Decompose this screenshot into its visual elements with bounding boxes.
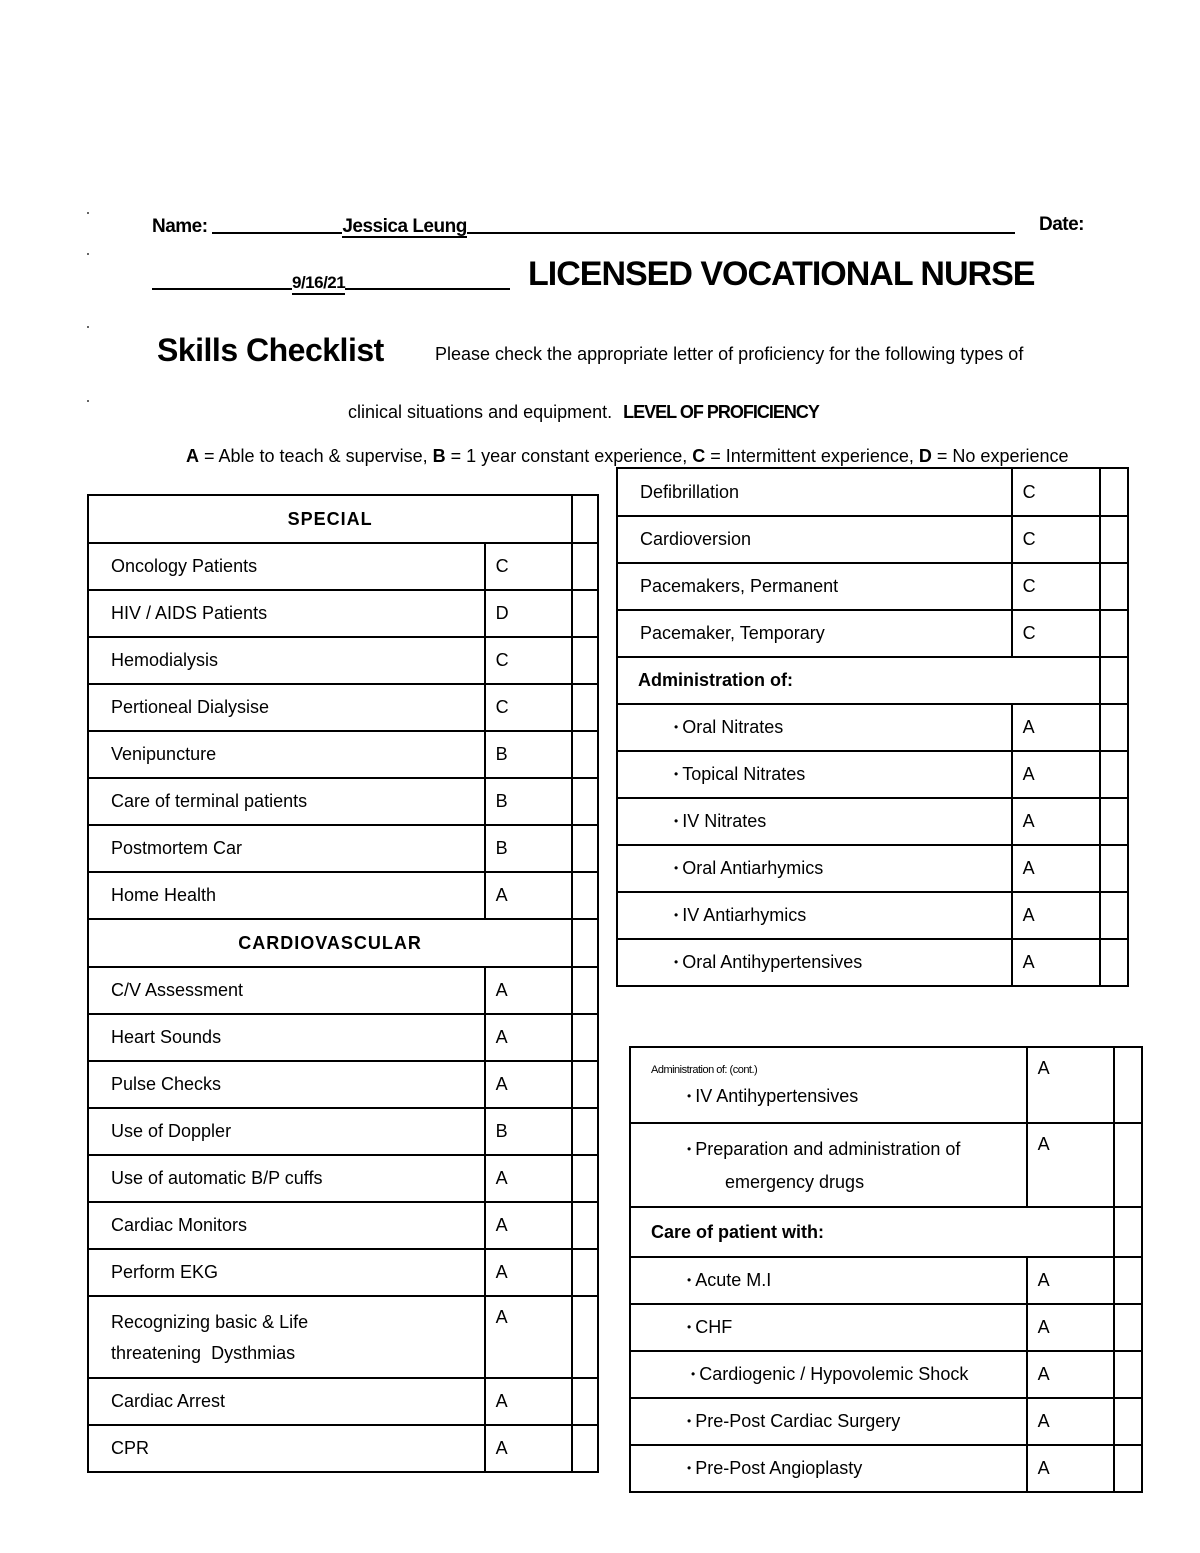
checkbox-cell[interactable] (572, 1014, 598, 1061)
proficiency-level: A (1012, 892, 1101, 939)
instructions-text-2: clinical situations and equipment. (348, 402, 613, 422)
skill-name: Oncology Patients (88, 543, 485, 590)
bullet-icon (687, 1086, 695, 1106)
table-row (630, 1047, 1142, 1123)
page-title: LICENSED VOCATIONAL NURSE (528, 255, 1035, 293)
checkbox-cell[interactable] (1114, 1207, 1142, 1257)
name-line (152, 214, 1084, 238)
margin-dot (87, 400, 89, 402)
right-skills-table-1 (616, 467, 1129, 987)
skill-name: Cardiac Arrest (88, 1378, 485, 1425)
proficiency-level: A (485, 1425, 573, 1472)
skill-text: Topical Nitrates (682, 764, 806, 784)
table-row (630, 1257, 1142, 1304)
bullet-icon (687, 1458, 695, 1478)
checkbox-cell[interactable] (572, 1425, 598, 1472)
legend-b-text: = 1 year constant experience, (445, 446, 693, 466)
checkbox-cell[interactable] (1114, 1304, 1142, 1351)
section-row (617, 657, 1128, 704)
proficiency-level: C (485, 684, 573, 731)
checkbox-cell[interactable] (572, 495, 598, 543)
proficiency-level: A (1012, 939, 1101, 986)
skill-name (617, 704, 1012, 751)
table-row (88, 590, 598, 637)
checkbox-cell[interactable] (572, 778, 598, 825)
skill-name-line-2: threatening Dysthmias (111, 1343, 296, 1363)
skill-name: HIV / AIDS Patients (88, 590, 485, 637)
table-row (630, 1398, 1142, 1445)
proficiency-level: A (485, 967, 573, 1014)
proficiency-level: A (1012, 751, 1101, 798)
checkbox-cell[interactable] (572, 731, 598, 778)
table-row (617, 563, 1128, 610)
proficiency-legend (186, 446, 1069, 467)
checkbox-cell[interactable] (572, 1061, 598, 1108)
bullet-icon (674, 952, 682, 972)
checkbox-cell[interactable] (572, 872, 598, 919)
legend-d-key: D (918, 446, 932, 466)
section-row (88, 495, 598, 543)
skill-text: Pre-Post Angioplasty (695, 1458, 863, 1478)
skill-text: Preparation and administration of (695, 1139, 961, 1159)
checkbox-cell[interactable] (1100, 892, 1128, 939)
skill-name: Pulse Checks (88, 1061, 485, 1108)
left-skills-table (87, 494, 599, 1473)
section-row (630, 1207, 1142, 1257)
table-row (88, 1378, 598, 1425)
skill-name (630, 1398, 1027, 1445)
proficiency-level: A (1027, 1445, 1115, 1492)
subtitle: Skills Checklist (157, 332, 384, 368)
checkbox-cell[interactable] (1114, 1351, 1142, 1398)
legend-a-key: A (186, 446, 199, 466)
table-row (617, 468, 1128, 516)
skill-text: CHF (695, 1317, 733, 1337)
date-blank (152, 270, 292, 290)
checkbox-cell[interactable] (1114, 1445, 1142, 1492)
date-label: Date: (1038, 214, 1084, 235)
name-label: Name: (152, 216, 208, 237)
proficiency-level: A (485, 1014, 573, 1061)
skill-name: Heart Sounds (88, 1014, 485, 1061)
date-line (152, 270, 510, 295)
section-row (88, 919, 598, 967)
skill-name (630, 1047, 1027, 1123)
checkbox-cell[interactable] (572, 684, 598, 731)
skill-name: Pacemaker, Temporary (617, 610, 1012, 657)
bullet-icon (674, 811, 682, 831)
skill-name (88, 1296, 485, 1378)
proficiency-level: C (485, 637, 573, 684)
skill-name (630, 1257, 1027, 1304)
proficiency-level: D (485, 590, 573, 637)
proficiency-level: A (485, 1296, 573, 1378)
skill-name: Hemodialysis (88, 637, 485, 684)
checkbox-cell[interactable] (572, 637, 598, 684)
name-blank (212, 214, 342, 234)
instructions: Please check the appropriate letter of proficiency for the following types of (435, 344, 1024, 364)
checkbox-cell[interactable] (1100, 657, 1128, 704)
checkbox-cell[interactable] (572, 967, 598, 1014)
checkbox-cell[interactable] (572, 543, 598, 590)
skill-name (617, 845, 1012, 892)
proficiency-level: A (1027, 1257, 1115, 1304)
checkbox-cell[interactable] (1114, 1047, 1142, 1123)
skill-text: IV Antihypertensives (695, 1085, 859, 1106)
table-row (630, 1445, 1142, 1492)
table-row (617, 516, 1128, 563)
proficiency-level: C (1012, 610, 1101, 657)
bullet-icon (674, 764, 682, 784)
bullet-icon (687, 1317, 695, 1337)
checkbox-cell[interactable] (572, 1378, 598, 1425)
skill-text: Oral Antihypertensives (682, 952, 863, 972)
checkbox-cell[interactable] (1100, 563, 1128, 610)
legend-c-text: = Intermittent experience, (705, 446, 919, 466)
skill-name: Cardiac Monitors (88, 1202, 485, 1249)
table-row (617, 751, 1128, 798)
checkbox-cell[interactable] (1100, 468, 1128, 516)
right-skills-table-2 (629, 1046, 1143, 1493)
skill-text: IV Nitrates (682, 811, 767, 831)
skill-text: Cardiogenic / Hypovolemic Shock (699, 1364, 969, 1384)
section-heading-special: SPECIAL (88, 495, 572, 543)
checkbox-cell[interactable] (572, 1108, 598, 1155)
bullet-icon (674, 717, 682, 737)
section-heading-administration: Administration of: (617, 657, 1100, 704)
table-row (88, 1108, 598, 1155)
proficiency-level: B (485, 778, 573, 825)
table-row (88, 1202, 598, 1249)
margin-dot (87, 212, 89, 214)
legend-d-text: = No experience (931, 446, 1069, 466)
table-row (88, 1014, 598, 1061)
name-value: Jessica Leung (342, 216, 467, 237)
proficiency-level: A (1027, 1304, 1115, 1351)
margin-dot (87, 326, 89, 328)
table-row (88, 1249, 598, 1296)
proficiency-level: A (1027, 1398, 1115, 1445)
bullet-icon (687, 1411, 695, 1431)
skill-name (630, 1123, 1027, 1207)
proficiency-level: A (485, 1378, 573, 1425)
proficiency-level: A (1012, 798, 1101, 845)
table-row (630, 1123, 1142, 1207)
proficiency-level: A (485, 1202, 573, 1249)
skill-line-1 (687, 1134, 1026, 1167)
margin-dot (87, 253, 89, 255)
checkbox-cell[interactable] (572, 1296, 598, 1378)
checkbox-cell[interactable] (1100, 939, 1128, 986)
skill-name: Cardioversion (617, 516, 1012, 563)
legend-c-key: C (692, 446, 706, 466)
skill-name (617, 751, 1012, 798)
table-row (617, 892, 1128, 939)
checkbox-cell[interactable] (1100, 751, 1128, 798)
checkbox-cell[interactable] (572, 1155, 598, 1202)
table-row (617, 610, 1128, 657)
table-row (88, 543, 598, 590)
bullet-icon (687, 1270, 695, 1290)
table-row (88, 1061, 598, 1108)
skill-name: Pertioneal Dialysise (88, 684, 485, 731)
proficiency-level: A (485, 1249, 573, 1296)
checkbox-cell[interactable] (1100, 798, 1128, 845)
table-row (88, 967, 598, 1014)
skill-text: Acute M.I (695, 1270, 772, 1290)
proficiency-level: B (485, 1108, 573, 1155)
proficiency-level: A (485, 872, 573, 919)
skill-text: IV Antiarhymics (682, 905, 807, 925)
date-value: 9/16/21 (292, 273, 345, 295)
checkbox-cell[interactable] (572, 825, 598, 872)
skill-name: Care of terminal patients (88, 778, 485, 825)
skill-name: Use of automatic B/P cuffs (88, 1155, 485, 1202)
proficiency-level: A (485, 1061, 573, 1108)
skill-name (630, 1445, 1027, 1492)
table-row (630, 1351, 1142, 1398)
legend-b-key: B (432, 446, 446, 466)
checkbox-cell[interactable] (1100, 704, 1128, 751)
checkbox-cell[interactable] (572, 1249, 598, 1296)
table-row (88, 1155, 598, 1202)
table-row (88, 731, 598, 778)
table-row (88, 872, 598, 919)
table-row (88, 684, 598, 731)
table-row (617, 939, 1128, 986)
checkbox-cell[interactable] (1114, 1123, 1142, 1207)
table-row (88, 1425, 598, 1472)
proficiency-level: C (485, 543, 573, 590)
section-heading-cardiovascular: CARDIOVASCULAR (88, 919, 572, 967)
cardio-rows (88, 967, 598, 1472)
bullet-icon (674, 858, 682, 878)
skill-name (630, 1304, 1027, 1351)
continuation-label: Administration of: (cont.) (651, 1063, 758, 1076)
proficiency-level: A (1027, 1123, 1115, 1207)
legend-a-text: = Able to teach & supervise, (199, 446, 433, 466)
skill-name: Defibrillation (617, 468, 1012, 516)
checkbox-cell[interactable] (1100, 516, 1128, 563)
skill-name (617, 798, 1012, 845)
table-row (630, 1304, 1142, 1351)
level-label: LEVEL OF PROFICIENCY (623, 402, 819, 422)
proficiency-level: A (1027, 1351, 1115, 1398)
table-row (617, 704, 1128, 751)
name-blank-tail (467, 214, 1015, 234)
table-row (617, 845, 1128, 892)
skill-name-line-1: Recognizing basic & Life (111, 1312, 309, 1332)
table-row (88, 1296, 598, 1378)
skill-name (617, 892, 1012, 939)
table-row (88, 637, 598, 684)
checkbox-cell[interactable] (572, 1202, 598, 1249)
skill-name: Venipuncture (88, 731, 485, 778)
skill-name: Use of Doppler (88, 1108, 485, 1155)
table-row (617, 798, 1128, 845)
skill-text: Oral Nitrates (682, 717, 784, 737)
skill-text: Oral Antiarhymics (682, 858, 824, 878)
skill-name (617, 939, 1012, 986)
proficiency-level: A (1012, 704, 1101, 751)
proficiency-level: B (485, 731, 573, 778)
bullet-icon (674, 905, 682, 925)
checkbox-cell[interactable] (1100, 845, 1128, 892)
skill-line (651, 1086, 1026, 1107)
proficiency-level: B (485, 825, 573, 872)
skill-name: C/V Assessment (88, 967, 485, 1014)
special-rows (88, 543, 598, 919)
skill-name: Pacemakers, Permanent (617, 563, 1012, 610)
bullet-icon (687, 1139, 695, 1159)
table-row (88, 778, 598, 825)
checkbox-cell[interactable] (572, 919, 598, 967)
proficiency-level: A (1012, 845, 1101, 892)
skill-name: Postmortem Car (88, 825, 485, 872)
proficiency-level: A (1027, 1047, 1115, 1123)
checkbox-cell[interactable] (1114, 1398, 1142, 1445)
skill-name: Home Health (88, 872, 485, 919)
section-heading-care: Care of patient with: (630, 1207, 1114, 1257)
instructions-line-2 (348, 402, 819, 423)
checkbox-cell[interactable] (572, 590, 598, 637)
proficiency-level: C (1012, 516, 1101, 563)
proficiency-level: A (485, 1155, 573, 1202)
proficiency-level: C (1012, 468, 1101, 516)
checkbox-cell[interactable] (1100, 610, 1128, 657)
date-blank-tail (345, 270, 510, 290)
skill-name: CPR (88, 1425, 485, 1472)
proficiency-level: C (1012, 563, 1101, 610)
skill-line-2: emergency drugs (725, 1172, 865, 1192)
bullet-icon (691, 1364, 699, 1384)
skill-name: Perform EKG (88, 1249, 485, 1296)
skill-text: Pre-Post Cardiac Surgery (695, 1411, 901, 1431)
skill-name (630, 1351, 1027, 1398)
checkbox-cell[interactable] (1114, 1257, 1142, 1304)
table-row (88, 825, 598, 872)
